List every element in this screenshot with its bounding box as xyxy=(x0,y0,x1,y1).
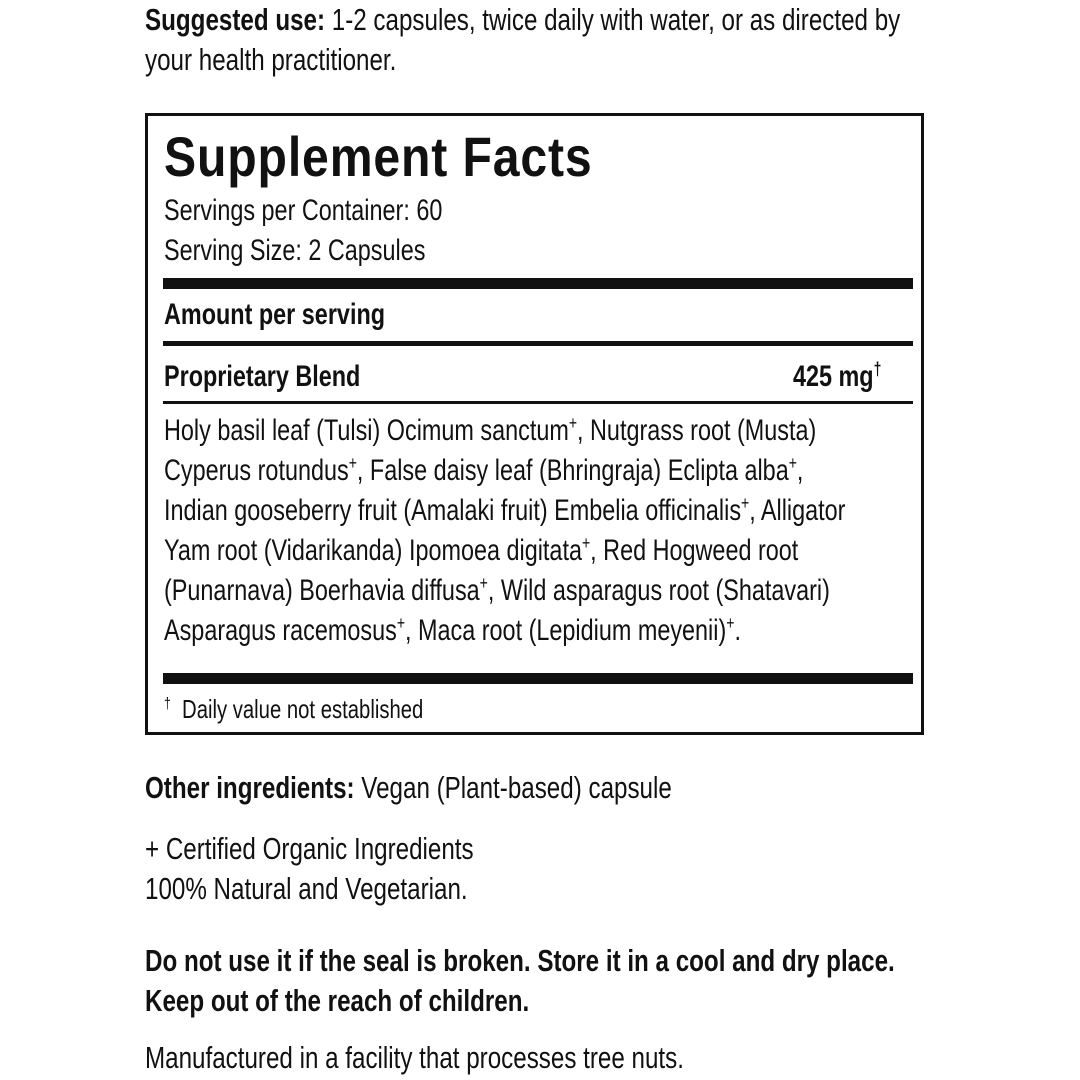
ingredient-text: , Maca root (Lepidium meyenii) xyxy=(405,614,727,647)
other-ingredients-section xyxy=(145,768,820,808)
suggested-use-section xyxy=(145,0,1080,80)
certified-section xyxy=(145,829,566,909)
ingredient-text: , Red Hogweed root xyxy=(590,534,799,567)
facility-section xyxy=(145,1038,836,1078)
dagger-mark: † xyxy=(873,359,881,379)
proprietary-blend-label: Proprietary Blend xyxy=(164,360,361,393)
ingredient-text: Indian gooseberry fruit (Amalaki fruit) Embelia officinalis xyxy=(164,494,742,527)
organic-mark: + xyxy=(788,453,797,473)
ingredient-text: Holy basil leaf (Tulsi) Ocimum sanctum xyxy=(164,414,569,447)
footnote-dagger: † xyxy=(164,695,171,713)
thick-divider xyxy=(163,278,913,289)
warning-line1: Do not use it if the seal is broken. Store it in a cool and dry place. xyxy=(145,943,895,978)
certified-organic-text: + Certified Organic Ingredients xyxy=(145,831,474,866)
organic-mark: + xyxy=(396,613,406,633)
facility-text: Manufactured in a facility that processes tree nuts. xyxy=(145,1040,684,1075)
organic-mark: + xyxy=(741,493,750,513)
ingredient-text: , Alligator xyxy=(749,494,846,527)
ingredient-text: . xyxy=(734,614,741,647)
suggested-use-label: Suggested use: xyxy=(145,2,326,37)
ingredient-text: , xyxy=(796,454,804,487)
ingredient-text: Yam root (Vidarikanda) Ipomoea digitata xyxy=(164,534,582,567)
proprietary-blend-amount: 425 mg xyxy=(792,360,874,393)
supplement-facts-title: Supplement Facts xyxy=(164,125,593,188)
servings-per-container: Servings per Container: 60 xyxy=(164,194,443,227)
organic-mark: + xyxy=(348,453,357,473)
organic-mark: + xyxy=(581,533,591,553)
thick-divider-bottom xyxy=(163,673,913,684)
other-ingredients-value: Vegan (Plant-based) capsule xyxy=(354,770,672,805)
supplement-facts-panel xyxy=(145,113,924,735)
other-ingredients-label: Other ingredients: xyxy=(145,770,355,805)
ingredient-text: , Nutgrass root (Musta) xyxy=(577,414,817,447)
natural-vegetarian-text: 100% Natural and Vegetarian. xyxy=(145,871,468,906)
ingredient-text: Cyperus rotundus xyxy=(164,454,349,487)
ingredient-text: , False daisy leaf (Bhringraja) Eclipta alba xyxy=(356,454,789,487)
ingredient-text: (Punarnava) Boerhavia diffusa xyxy=(164,574,480,607)
warning-line2: Keep out of the reach of children. xyxy=(145,983,530,1018)
suggested-use-text-line2: your health practitioner. xyxy=(145,42,397,77)
warning-section xyxy=(145,941,1080,1021)
medium-divider xyxy=(163,341,913,346)
footnote-text: Daily value not established xyxy=(182,694,424,724)
serving-size: Serving Size: 2 Capsules xyxy=(164,234,426,267)
organic-mark: + xyxy=(726,613,735,633)
amount-per-serving-heading: Amount per serving xyxy=(164,298,386,331)
suggested-use-text-line1: 1-2 capsules, twice daily with water, or as directed by xyxy=(325,2,901,37)
ingredient-text: Asparagus racemosus xyxy=(164,614,397,647)
organic-mark: + xyxy=(568,413,578,433)
thin-divider xyxy=(163,401,913,404)
organic-mark: + xyxy=(479,573,488,593)
ingredient-text: , Wild asparagus root (Shatavari) xyxy=(487,574,830,607)
